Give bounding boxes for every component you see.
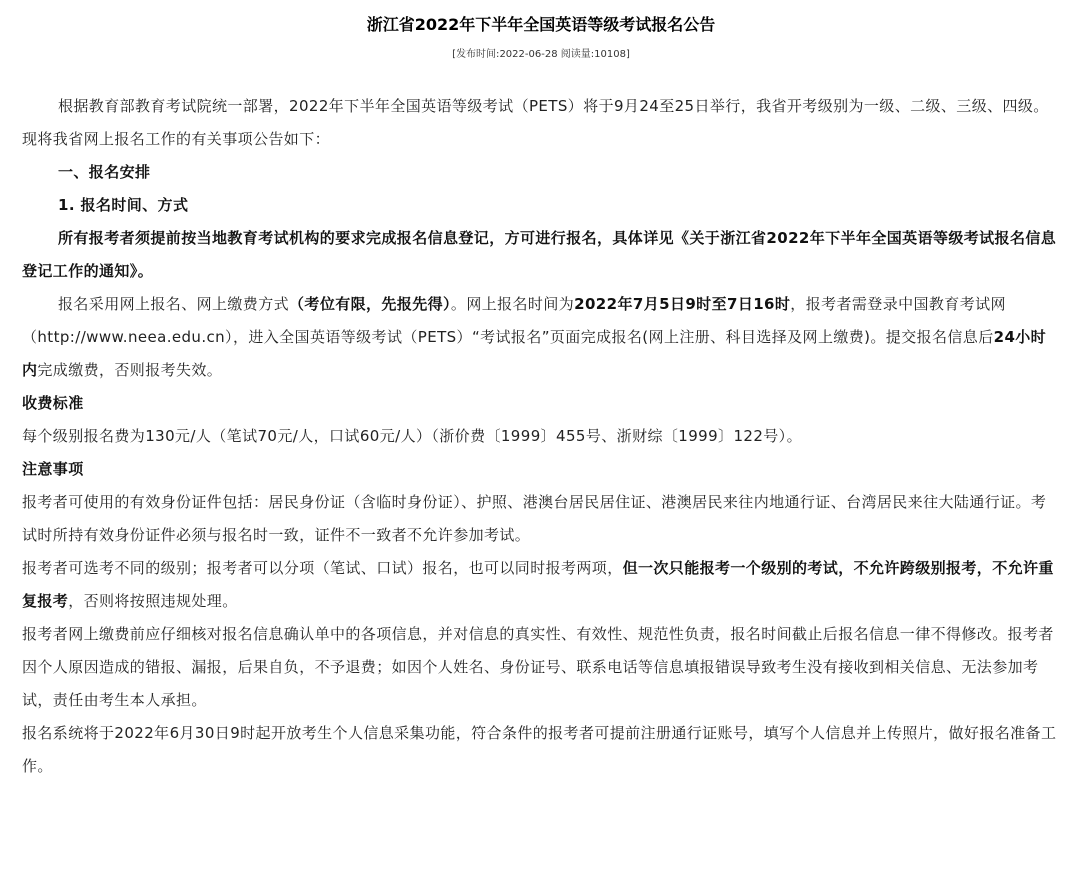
views-count: 10108 — [594, 49, 626, 60]
meta-close-bracket: ] — [625, 49, 630, 60]
note2-text-2: ，否则将按照违规处理。 — [68, 592, 238, 610]
note-info-collection: 报名系统将于2022年6月30日9时起开放考生个人信息采集功能，符合条件的报考者可提前注册通行证账号，填写个人信息并上传照片，做好报名准备工作。 — [22, 724, 1057, 775]
method-text-4: 完成缴费，否则报考失效。 — [37, 361, 223, 379]
fee-paragraph: 每个级别报名费为130元/人（笔试70元/人，口试60元/人）（浙价费〔1999〕455号、浙财综〔1999〕122号）。 — [22, 427, 802, 445]
notes-heading: 注意事项 — [22, 460, 84, 478]
method-text-3: ，报考者需登录中国教育考试网（http://www.neea.edu.cn），进入全国英语等级考试（PETS）“考试报名”页面完成报名(网上注册、科目选择及网上缴费)。提交报名信息后 — [22, 295, 1006, 346]
views-label: 阅读量: — [560, 49, 595, 60]
section-heading-registration: 一、报名安排 — [58, 163, 151, 181]
note2-bold: 但一次只能报考一个级别的考试，不允许跨级别报考，不允许重复报考 — [22, 559, 1054, 610]
note2-text-1: 报考者可选考不同的级别；报考者可以分项（笔试、口试）报名，也可以同时报考两项， — [22, 559, 623, 577]
note-level-selection — [22, 552, 1060, 618]
method-bold-3: 24小时内 — [22, 328, 1047, 379]
article-title: 浙江省2022年下半年全国英语等级考试报名公告 — [366, 15, 716, 34]
subsection-heading-time-method: 1. 报名时间、方式 — [58, 196, 189, 214]
meta-open-bracket: [ — [452, 49, 457, 60]
publish-date: 2022-06-28 — [499, 49, 558, 60]
method-text-2: 。网上报名时间为 — [450, 295, 575, 313]
fee-heading: 收费标准 — [22, 394, 84, 412]
registration-method-paragraph — [22, 288, 1060, 387]
note-id-documents: 报考者可使用的有效身份证件包括：居民身份证（含临时身份证）、护照、港澳台居民居住证、港澳居民来往内地通行证、台湾居民来往大陆通行证。考试时所持有效身份证件必须与报名时一致，证件不一致者不允许参加考试。 — [22, 493, 1047, 544]
article-content — [22, 90, 1060, 783]
intro-paragraph: 根据教育部教育考试院统一部署，2022年下半年全国英语等级考试（PETS）将于9月24至25日举行，我省开考级别为一级、二级、三级、四级。现将我省网上报名工作的有关事项公告如下： — [22, 97, 1049, 148]
method-text-1: 报名采用网上报名、网上缴费方式 — [58, 295, 290, 313]
method-bold-1: （考位有限，先报先得） — [289, 295, 451, 313]
method-bold-2: 2022年7月5日9时至7日16时 — [574, 295, 791, 313]
article-meta — [22, 48, 1060, 62]
note-payment-check: 报考者网上缴费前应仔细核对报名信息确认单中的各项信息，并对信息的真实性、有效性、规范性负责，报名时间截止后报名信息一律不得修改。报考者因个人原因造成的错报、漏报，后果自负，不予退费；如因个人姓名、身份证号、联系电话等信息填报错误导致考生没有接收到相关信息、无法参加考试，责任由考生本人承担。 — [22, 625, 1054, 709]
publish-label: 发布时间: — [456, 49, 500, 60]
notice-paragraph: 所有报考者须提前按当地教育考试机构的要求完成报名信息登记，方可进行报名，具体详见《关于浙江省2022年下半年全国英语等级考试报名信息登记工作的通知》。 — [22, 229, 1057, 280]
